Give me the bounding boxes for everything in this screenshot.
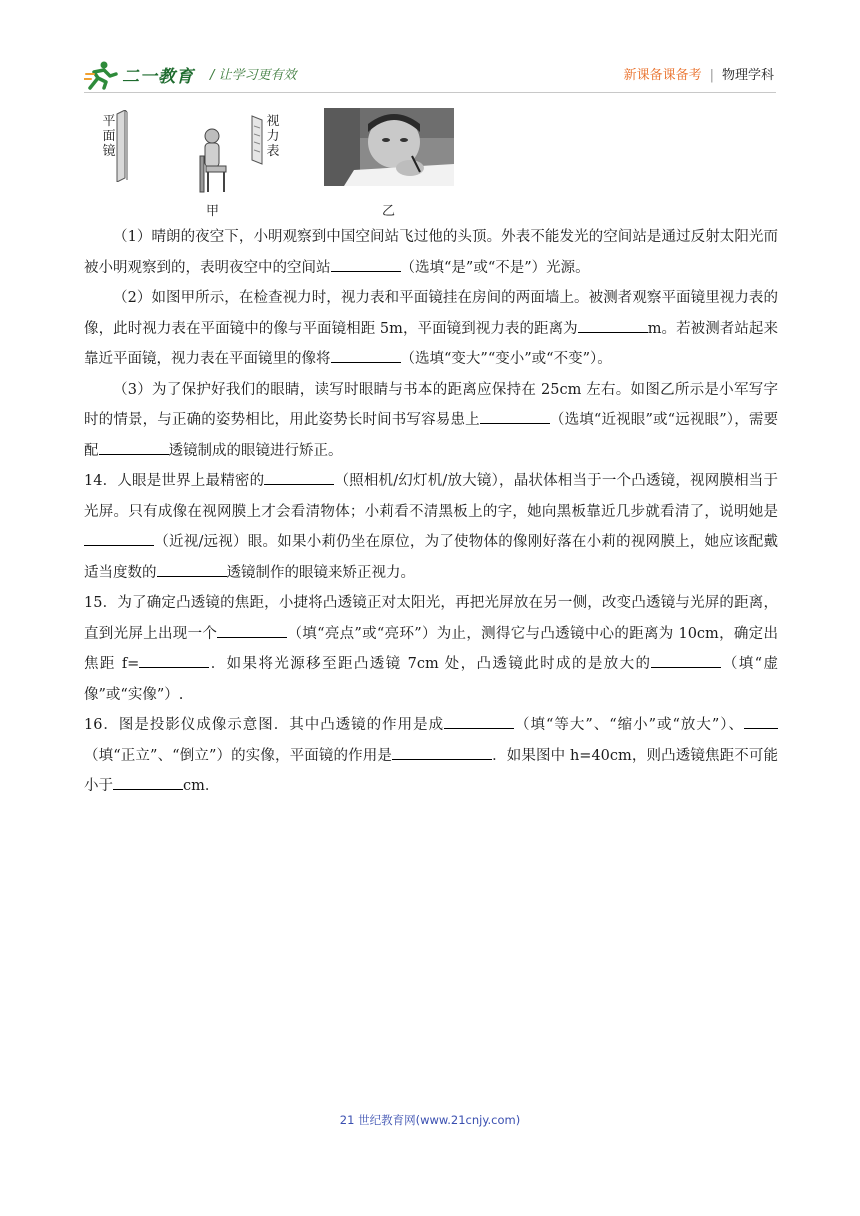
- answer-blank[interactable]: [84, 531, 154, 546]
- answer-blank[interactable]: [578, 318, 648, 333]
- header-slogan: / 让学习更有效: [210, 68, 297, 83]
- q15-text-a: 15．为了确定凸透镜的焦距，小捷将凸透镜正对太阳光，再把光屏放在另一侧，改变凸透镜与光屏的距离，直到光屏上出现一个: [84, 595, 778, 642]
- q16-text-e: cm．: [183, 778, 220, 794]
- answer-blank[interactable]: [113, 775, 183, 790]
- q13-p3-text-c: 透镜制成的眼镜进行矫正。: [168, 442, 343, 459]
- answer-blank[interactable]: [744, 714, 778, 729]
- answer-blank[interactable]: [331, 257, 401, 272]
- q13-p3-text-a: （3）为了保护好我们的眼睛，读写时眼睛与书本的距离应保持在 25cm 左右。如图乙所示是小军写字时的情景，与正确的姿势相比，用此姿势长时间书写容易患上: [84, 381, 778, 428]
- q13-p2-text-c: （选填“变大”“变小”或“不变”）。: [400, 351, 612, 367]
- q15-text-b: （填“亮点”或“亮环”）为止，测得它与凸透镜中心的距离为 10cm，确定出焦距 f=: [84, 625, 778, 672]
- q15-text-d: （填“虚像”或“实像”）.: [84, 656, 778, 703]
- question-16: [84, 710, 778, 802]
- figure-caption-b: 乙: [382, 204, 396, 219]
- header-course-label: 新课备课备考: [623, 68, 702, 83]
- q16-text-a: 16．图是投影仪成像示意图．其中凸透镜的作用是成: [84, 717, 445, 733]
- answer-blank[interactable]: [651, 653, 721, 668]
- logo-text: 二一教育: [122, 67, 194, 87]
- figure-area: [98, 104, 458, 222]
- answer-blank[interactable]: [99, 440, 169, 455]
- person-seated-icon: [196, 126, 230, 194]
- answer-blank[interactable]: [139, 653, 209, 668]
- boy-writing-photo: [324, 108, 454, 186]
- q14-text-d: 透镜制作的眼镜来矫正视力。: [226, 564, 415, 581]
- question-15: [84, 588, 778, 710]
- q13-part-1: [84, 222, 778, 283]
- q13-p3-text-b: （选填“近视眼”或“远视眼”），需要配: [84, 412, 779, 459]
- header-right: [624, 64, 774, 83]
- q16-text-b: （填“等大”、“缩小”或“放大”）、: [514, 717, 744, 733]
- answer-blank[interactable]: [331, 348, 401, 363]
- plane-mirror-icon: [116, 110, 128, 182]
- page-footer: 21 世纪教育网(www.21cnjy.com): [339, 1113, 521, 1127]
- q13-p2-text-b: m。若被测者站起来靠近平面镜，视力表在平面镜里的像将: [84, 320, 778, 367]
- q13-part-2: [84, 283, 778, 375]
- answer-blank[interactable]: [392, 745, 492, 760]
- answer-blank[interactable]: [444, 714, 514, 729]
- q13-p1-text-a: （1）晴朗的夜空下，小明观察到中国空间站飞过他的头顶。外表不能发光的空间站是通过反射太阳光而被小明观察到的，表明夜空中的空间站: [84, 229, 778, 276]
- q14-text-c: （近视/远视）眼。如果小莉仍坐在原位，为了使物体的像刚好落在小莉的视网膜上，她应该配戴适当度数的: [84, 534, 778, 581]
- answer-blank[interactable]: [480, 409, 550, 424]
- q14-text-b: （照相机/幻灯机/放大镜），晶状体相当于一个凸透镜，视网膜相当于光屏。只有成像在视网膜上才会看清物体；小莉看不清黑板上的字，她向黑板靠近几步就看清了，说明她是: [84, 473, 778, 520]
- figure-caption-a: 甲: [206, 204, 220, 219]
- q16-text-c: （填“正立”、“倒立”）的实像，平面镜的作用是: [84, 747, 392, 764]
- eye-chart-icon: [250, 114, 264, 166]
- question-content: [84, 222, 778, 802]
- eye-chart-label: 视力表: [266, 114, 280, 159]
- q15-text-c: ．如果将光源移至距凸透镜 7cm 处，凸透镜此时成的是放大的: [209, 656, 652, 672]
- mirror-label: 平面镜: [102, 114, 116, 159]
- header-subject-label: 物理学科: [721, 68, 774, 83]
- question-14: [84, 466, 778, 588]
- page-header: [84, 58, 776, 94]
- header-separator: |: [709, 68, 714, 83]
- q13-p1-text-b: （选填“是”或“不是”）光源。: [400, 259, 590, 276]
- answer-blank[interactable]: [157, 562, 227, 577]
- answer-blank[interactable]: [264, 470, 334, 485]
- q16-text-d: ．如果图中 h=40cm，则凸透镜焦距不可能小于: [84, 747, 778, 794]
- q14-text-a: 14．人眼是世界上最精密的: [84, 473, 265, 489]
- q13-part-3: [84, 375, 778, 467]
- q13-p2-text-a: （2）如图甲所示，在检查视力时，视力表和平面镜挂在房间的两面墙上。被测者观察平面镜里视力表的像，此时视力表在平面镜中的像与平面镜相距 5m，平面镜到视力表的距离为: [84, 290, 778, 337]
- answer-blank[interactable]: [217, 623, 287, 638]
- header-divider: [84, 92, 776, 93]
